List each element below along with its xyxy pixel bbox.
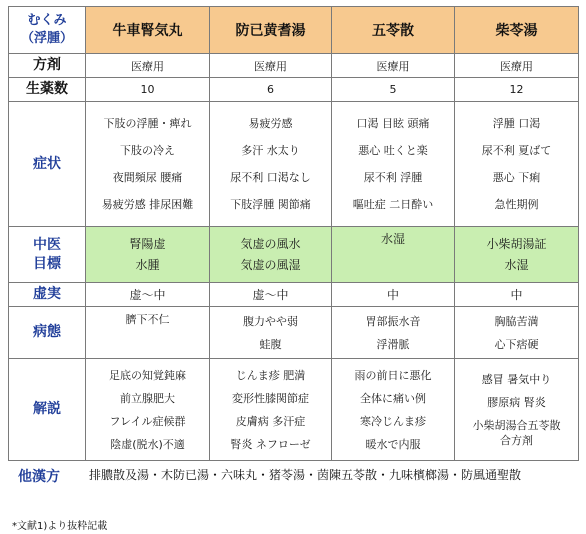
symptom-line: 悪心 吐くと楽	[358, 144, 428, 157]
symptoms-cell	[210, 102, 332, 227]
symptom-line: 急性期例	[494, 198, 539, 211]
symptom-line: 口渇 目眩 頭痛	[356, 117, 430, 130]
deficiency-cell: 中	[332, 283, 455, 307]
formulation-cell: 医療用	[86, 54, 210, 78]
notes-cell	[86, 359, 210, 461]
symptom-line: 下肢の浮腫・痺れ	[103, 117, 192, 130]
formulation-cell: 医療用	[210, 54, 332, 78]
tcm-line: 小柴胡湯証	[486, 236, 547, 251]
deficiency-cell: 中	[455, 283, 579, 307]
note-line: フレイル症候群	[109, 414, 186, 428]
other-kampo-label: 他漢方	[18, 469, 60, 485]
pathology-line: 胃部振水音	[365, 314, 421, 328]
symptoms-cell	[455, 102, 579, 227]
note-line: 前立腺肥大	[120, 391, 175, 405]
deficiency-cell: 虚～中	[86, 283, 210, 307]
formulation-row	[9, 54, 579, 78]
symptoms-row	[9, 102, 579, 227]
kampo-comparison-table	[8, 6, 579, 461]
note-line: 合方剤	[500, 433, 533, 447]
note-line: 雨の前日に悪化	[354, 368, 432, 382]
pathology-line: 蛙腹	[259, 337, 282, 351]
notes-row	[9, 359, 579, 461]
num-herbs-row	[9, 78, 579, 102]
tcm-line: 気虚の風水	[240, 236, 301, 251]
formulation-cell: 医療用	[332, 54, 455, 78]
herb-header-3: 五苓散	[332, 7, 455, 54]
symptoms-cell	[332, 102, 455, 227]
symptom-line: 浮腫 口渇	[492, 117, 541, 130]
note-line: 暖水で内服	[365, 437, 421, 451]
other-kampo-list: 排膿散及湯・木防已湯・六味丸・猪苓湯・茵陳五苓散・九味檳榔湯・防風通聖散	[89, 468, 522, 482]
tcm-label-line-1: 中医	[33, 236, 61, 253]
pathology-line: 心下痞硬	[494, 337, 539, 351]
tcm-line: 気虚の風湿	[240, 257, 301, 272]
note-line: 足底の知覚鈍麻	[109, 368, 186, 382]
symptom-line: 尿不利 口渇なし	[230, 171, 311, 184]
symptom-line: 易疲労感 排尿困難	[101, 198, 194, 211]
row-label-deficiency: 虚実	[9, 283, 86, 307]
note-line: 変形性膝関節症	[232, 391, 309, 405]
tcm-cell	[332, 227, 455, 283]
symptom-line: 尿不利 夏ばて	[481, 144, 552, 157]
pathology-line: 浮滑脈	[376, 337, 410, 351]
notes-cell	[210, 359, 332, 461]
deficiency-cell: 虚～中	[210, 283, 332, 307]
formulation-cell: 医療用	[455, 54, 579, 78]
note-line: 膠原病 腎炎	[487, 395, 546, 409]
note-line: じんま疹 肥満	[235, 368, 306, 382]
num-herbs-cell: 10	[86, 78, 210, 102]
note-line: 感冒 暑気中り	[481, 372, 552, 386]
symptom-line: 尿不利 浮腫	[363, 171, 423, 184]
herb-header-1: 牛車腎気丸	[86, 7, 210, 54]
pathology-cell	[455, 307, 579, 359]
row-label-symptoms: 症状	[9, 102, 86, 227]
tcm-line: 水腫	[135, 257, 160, 272]
pathology-row	[9, 307, 579, 359]
tcm-line: 水湿	[380, 232, 405, 246]
symptoms-cell	[86, 102, 210, 227]
row-label-notes: 解説	[9, 359, 86, 461]
symptom-line: 易疲労感	[248, 117, 293, 130]
tcm-line: 腎陽虚	[129, 236, 166, 251]
pathology-cell	[86, 307, 210, 359]
herb-header-row	[9, 7, 579, 54]
row-label-tcm	[9, 227, 86, 283]
symptom-line: 夜間頻尿 腰痛	[112, 171, 183, 184]
deficiency-row	[9, 283, 579, 307]
pathology-line: 胸脇苦満	[494, 314, 539, 328]
symptom-line: 悪心 下痢	[492, 171, 541, 184]
corner-cell	[9, 7, 86, 54]
corner-line-1: むくみ	[27, 13, 67, 28]
symptom-line: 下肢の冷え	[120, 144, 175, 157]
note-line: 腎炎 ネフローゼ	[230, 437, 311, 451]
note-line: 寒冷じんま疹	[360, 414, 426, 428]
num-herbs-cell: 12	[455, 78, 579, 102]
herb-header-2: 防已黄耆湯	[210, 7, 332, 54]
row-label-pathology: 病態	[9, 307, 86, 359]
num-herbs-cell: 6	[210, 78, 332, 102]
tcm-row	[9, 227, 579, 283]
pathology-line: 臍下不仁	[125, 313, 170, 326]
pathology-cell	[210, 307, 332, 359]
notes-cell	[455, 359, 579, 461]
tcm-label-line-2: 目標	[33, 255, 61, 272]
note-line: 全体に痛い例	[360, 391, 426, 405]
pathology-cell	[332, 307, 455, 359]
row-label-num-herbs: 生薬数	[9, 78, 86, 102]
footnote: *文献1)より抜粋記載	[12, 521, 108, 532]
tcm-cell	[86, 227, 210, 283]
tcm-line: 水湿	[504, 257, 529, 272]
pathology-line: 腹力やや弱	[243, 314, 298, 328]
tcm-cell	[455, 227, 579, 283]
herb-header-4: 柴苓湯	[455, 7, 579, 54]
row-label-formulation: 方剤	[9, 54, 86, 78]
symptom-line: 多汗 水太り	[241, 144, 300, 157]
note-line: 陰虚(脱水)不適	[110, 437, 185, 451]
note-line: 皮膚病 多汗症	[235, 414, 306, 428]
note-line: 小柴胡湯合五苓散	[472, 418, 561, 432]
symptom-line: 下肢浮腫 関節痛	[230, 198, 311, 211]
notes-cell	[332, 359, 455, 461]
symptom-line: 嘔吐症 二日酔い	[352, 198, 434, 211]
tcm-cell	[210, 227, 332, 283]
corner-line-2: （浮腫）	[20, 31, 73, 46]
num-herbs-cell: 5	[332, 78, 455, 102]
